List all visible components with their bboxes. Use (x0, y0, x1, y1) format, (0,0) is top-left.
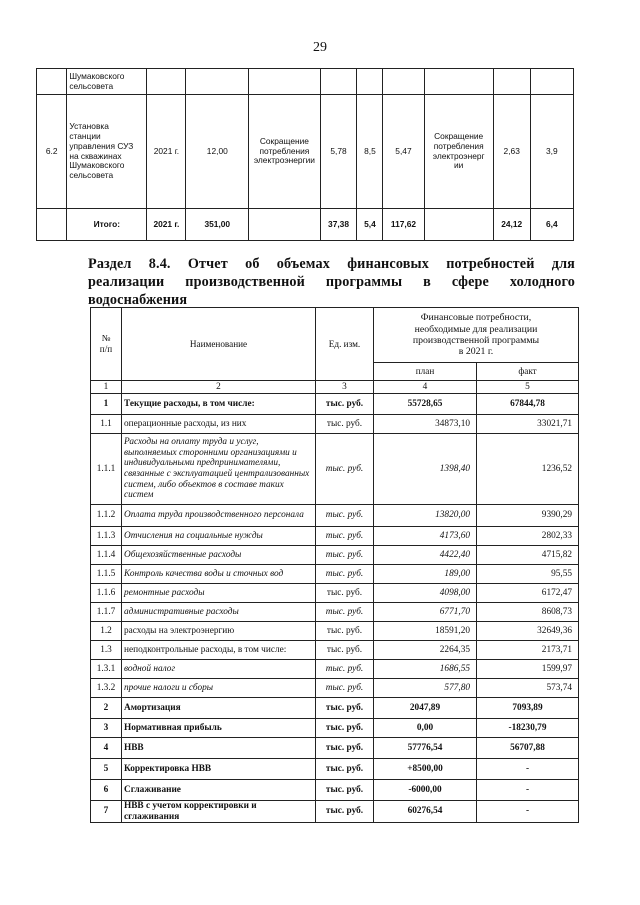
row-unit: тыс. руб. (316, 738, 374, 759)
row-unit: тыс. руб. (316, 584, 374, 603)
row-plan: 0,00 (374, 719, 477, 738)
row-name: водной налог (122, 660, 316, 679)
row-number: 1.1.4 (91, 546, 122, 565)
row-plan: 577,80 (374, 679, 477, 698)
section-heading (88, 256, 575, 309)
total-value-3: 117,62 (383, 209, 424, 241)
row-fact: - (477, 759, 579, 780)
table-row (91, 738, 579, 759)
row-fact: 2802,33 (477, 527, 579, 546)
row-number: 1.1.3 (91, 527, 122, 546)
row-unit: тыс. руб. (316, 505, 374, 527)
col-header-fact: факт (477, 363, 579, 381)
row-number: 1.3.2 (91, 679, 122, 698)
row-fact: 56707,88 (477, 738, 579, 759)
col-header-unit: Ед. изм. (316, 308, 374, 381)
total-value-2: 5,4 (357, 209, 383, 241)
row-unit: тыс. руб. (316, 603, 374, 622)
row-unit: тыс. руб. (316, 698, 374, 719)
col-header-financial-needs: Финансовые потребности, необходимые для реализации производственной программы в 2021 г. (374, 308, 579, 363)
row-unit: тыс. руб. (316, 546, 374, 565)
row-unit: тыс. руб. (316, 565, 374, 584)
row-number: 2 (91, 698, 122, 719)
table-row (37, 69, 574, 95)
col-header-plan: план (374, 363, 477, 381)
row-name: операционные расходы, из них (122, 415, 316, 434)
year: 2021 г. (147, 95, 186, 209)
index-cell: 1 (91, 381, 122, 394)
row-number: 3 (91, 719, 122, 738)
row-name: НВВ (122, 738, 316, 759)
table-row (91, 546, 579, 565)
col-header-number: № п/п (91, 308, 122, 381)
table-row (91, 527, 579, 546)
row-name: НВВ с учетом корректировки и сглаживания (122, 801, 316, 823)
heading-line-2: реализации производственной программы в сфере холодного (88, 273, 575, 290)
table-row (91, 505, 579, 527)
row-name: Контроль качества воды и сточных вод (122, 565, 316, 584)
row-plan: +8500,00 (374, 759, 477, 780)
page-number: 29 (313, 40, 327, 55)
table-row (91, 434, 579, 505)
row-unit: тыс. руб. (316, 622, 374, 641)
table-row (91, 622, 579, 641)
row-name: Нормативная прибыль (122, 719, 316, 738)
row-fact: 32649,36 (477, 622, 579, 641)
row-plan: 60276,54 (374, 801, 477, 823)
row-number: 1.1.6 (91, 584, 122, 603)
row-unit: тыс. руб. (316, 415, 374, 434)
table-row (91, 415, 579, 434)
row-number: 6.2 (37, 95, 67, 209)
table-row (91, 565, 579, 584)
row-name: Текущие расходы, в том числе: (122, 394, 316, 415)
table-row (91, 719, 579, 738)
total-value-5: 6,4 (530, 209, 573, 241)
row-name: прочие налоги и сборы (122, 679, 316, 698)
row-plan: 2047,89 (374, 698, 477, 719)
row-unit: тыс. руб. (316, 801, 374, 823)
row-fact: -18230,79 (477, 719, 579, 738)
total-label: Итого: (67, 209, 147, 241)
table-row (91, 603, 579, 622)
index-cell: 3 (316, 381, 374, 394)
row-number: 1.3 (91, 641, 122, 660)
row-fact: 9390,29 (477, 505, 579, 527)
row-number: 7 (91, 801, 122, 823)
row-fact: 7093,89 (477, 698, 579, 719)
col-header-name: Наименование (122, 308, 316, 381)
row-plan: 18591,20 (374, 622, 477, 641)
row-fact: 2173,71 (477, 641, 579, 660)
row-fact: 8608,73 (477, 603, 579, 622)
index-cell: 2 (122, 381, 316, 394)
row-unit: тыс. руб. (316, 660, 374, 679)
table-row (91, 641, 579, 660)
effect-2: Сокращение потребления электроэнерг ии (424, 95, 493, 209)
row-number: 6 (91, 780, 122, 801)
row-plan: -6000,00 (374, 780, 477, 801)
table-row (91, 584, 579, 603)
row-unit: тыс. руб. (316, 679, 374, 698)
row-fact: 33021,71 (477, 415, 579, 434)
row-number: 5 (91, 759, 122, 780)
row-fact: 573,74 (477, 679, 579, 698)
row-number: 1.1 (91, 415, 122, 434)
value-5: 3,9 (530, 95, 573, 209)
total-value-4: 24,12 (493, 209, 530, 241)
investment-table (36, 68, 574, 241)
row-name: Корректировка НВВ (122, 759, 316, 780)
index-cell: 4 (374, 381, 477, 394)
row-number: 1.3.1 (91, 660, 122, 679)
row-plan: 4098,00 (374, 584, 477, 603)
row-number: 1.2 (91, 622, 122, 641)
value-4: 2,63 (493, 95, 530, 209)
row-unit: тыс. руб. (316, 394, 374, 415)
row-unit: тыс. руб. (316, 434, 374, 505)
row-name: Оплата труда производственного персонала (122, 505, 316, 527)
row-fact: - (477, 780, 579, 801)
heading-line-3: водоснабжения (88, 291, 188, 308)
row-name: ремонтные расходы (122, 584, 316, 603)
row-name: неподконтрольные расходы, в том числе: (122, 641, 316, 660)
row-unit: тыс. руб. (316, 641, 374, 660)
row-plan: 34873,10 (374, 415, 477, 434)
row-plan: 4173,60 (374, 527, 477, 546)
table-row (91, 698, 579, 719)
row-name: Амортизация (122, 698, 316, 719)
row-name: Отчисления на социальные нужды (122, 527, 316, 546)
total-value-1: 37,38 (320, 209, 357, 241)
row-plan: 1686,55 (374, 660, 477, 679)
row-plan: 57776,54 (374, 738, 477, 759)
table-row (91, 759, 579, 780)
table-row (91, 780, 579, 801)
row-plan: 13820,00 (374, 505, 477, 527)
measure-name: Установка станции управления СУЗ на скважинах Шумаковского сельсовета (67, 95, 147, 209)
row-name: Сглаживание (122, 780, 316, 801)
table-row (91, 801, 579, 823)
table-row (37, 95, 574, 209)
row-number: 1.1.7 (91, 603, 122, 622)
value-3: 5,47 (383, 95, 424, 209)
continuation-text: Шумаковского сельсовета (67, 69, 147, 95)
row-plan: 189,00 (374, 565, 477, 584)
row-fact: 4715,82 (477, 546, 579, 565)
financial-needs-table (90, 307, 579, 823)
amount: 12,00 (186, 95, 249, 209)
row-fact: 6172,47 (477, 584, 579, 603)
row-name: Общехозяйственные расходы (122, 546, 316, 565)
row-unit: тыс. руб. (316, 527, 374, 546)
row-name: расходы на электроэнергию (122, 622, 316, 641)
row-unit: тыс. руб. (316, 780, 374, 801)
row-number: 1 (91, 394, 122, 415)
row-name: Расходы на оплату труда и услуг, выполняемых сторонними организациями и индивидуальными предпринимателями, связанные с эксплуатацией централизованных систем, либо объектов в составе таких систем (122, 434, 316, 505)
row-fact: 1236,52 (477, 434, 579, 505)
row-plan: 6771,70 (374, 603, 477, 622)
effect: Сокращение потребления электроэнергии (249, 95, 320, 209)
table-row (37, 209, 574, 241)
row-number: 1.1.1 (91, 434, 122, 505)
header-row (91, 308, 579, 363)
row-unit: тыс. руб. (316, 719, 374, 738)
row-number: 4 (91, 738, 122, 759)
row-plan: 55728,65 (374, 394, 477, 415)
table-row (91, 660, 579, 679)
heading-line-1: Раздел 8.4. Отчет об объемах финансовых потребностей для (88, 256, 575, 272)
index-cell: 5 (477, 381, 579, 394)
row-name: административные расходы (122, 603, 316, 622)
value-1: 5,78 (320, 95, 357, 209)
total-amount: 351,00 (186, 209, 249, 241)
row-fact: - (477, 801, 579, 823)
row-fact: 1599,97 (477, 660, 579, 679)
value-2: 8,5 (357, 95, 383, 209)
row-plan: 4422,40 (374, 546, 477, 565)
row-number: 1.1.5 (91, 565, 122, 584)
row-fact: 95,55 (477, 565, 579, 584)
row-unit: тыс. руб. (316, 759, 374, 780)
row-fact: 67844,78 (477, 394, 579, 415)
table-row (91, 679, 579, 698)
row-plan: 2264,35 (374, 641, 477, 660)
row-plan: 1398,40 (374, 434, 477, 505)
total-year: 2021 г. (147, 209, 186, 241)
table-row (91, 394, 579, 415)
row-number: 1.1.2 (91, 505, 122, 527)
index-row (91, 381, 579, 394)
